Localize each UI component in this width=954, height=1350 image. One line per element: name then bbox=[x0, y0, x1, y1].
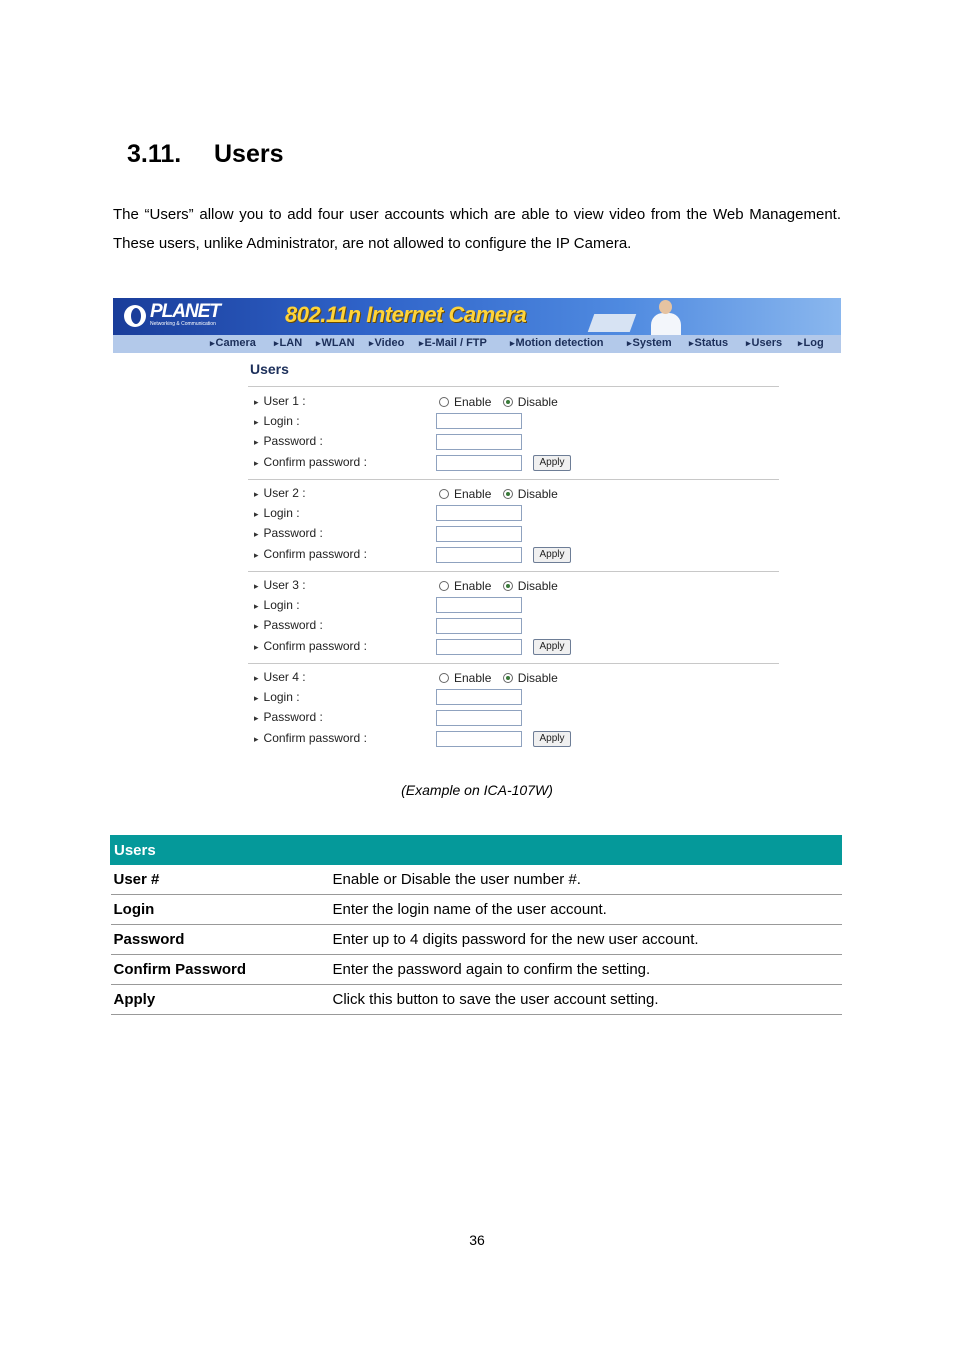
apply-button[interactable]: Apply bbox=[533, 731, 571, 747]
section-title: Users bbox=[214, 140, 284, 168]
confirm-password-label: ▸ Confirm password : bbox=[254, 455, 367, 469]
disable-option[interactable] bbox=[503, 395, 558, 409]
brand-subtitle: Networking & Communication bbox=[150, 321, 216, 327]
login-input[interactable] bbox=[436, 505, 522, 521]
table-term: Apply bbox=[111, 985, 330, 1015]
form-title: Users bbox=[250, 361, 289, 377]
radio-enable-icon[interactable] bbox=[439, 489, 449, 499]
table-term: User # bbox=[111, 865, 330, 895]
table-row bbox=[111, 895, 842, 925]
confirm-password-input[interactable] bbox=[436, 639, 522, 655]
enable-label: Enable bbox=[454, 579, 492, 593]
radio-enable-icon[interactable] bbox=[439, 673, 449, 683]
nav-camera[interactable]: ▸ Camera bbox=[210, 337, 256, 349]
disable-option[interactable] bbox=[503, 671, 558, 685]
user-enable-radio-group bbox=[439, 395, 566, 409]
password-label: ▸ Password : bbox=[254, 710, 323, 724]
login-input[interactable] bbox=[436, 597, 522, 613]
apply-button[interactable]: Apply bbox=[533, 547, 571, 563]
disable-label: Disable bbox=[517, 487, 558, 501]
table-row bbox=[111, 955, 842, 985]
table-row bbox=[111, 925, 842, 955]
table-description: Enter up to 4 digits password for the new user account. bbox=[330, 925, 842, 955]
divider bbox=[248, 571, 779, 572]
table-term: Login bbox=[111, 895, 330, 925]
password-label: ▸ Password : bbox=[254, 526, 323, 540]
divider bbox=[248, 663, 779, 664]
user-label: ▸ User 4 : bbox=[254, 670, 306, 684]
nav-status[interactable]: ▸ Status bbox=[689, 337, 728, 349]
nav-users[interactable]: ▸ Users bbox=[746, 337, 782, 349]
user-label: ▸ User 3 : bbox=[254, 578, 306, 592]
table-description: Click this button to save the user account setting. bbox=[330, 985, 842, 1015]
user-label: ▸ User 1 : bbox=[254, 394, 306, 408]
user-enable-radio-group bbox=[439, 579, 566, 593]
enable-option[interactable] bbox=[439, 579, 491, 593]
planet-logo-icon bbox=[124, 305, 146, 327]
login-input[interactable] bbox=[436, 689, 522, 705]
disable-option[interactable] bbox=[503, 487, 558, 501]
table-description: Enable or Disable the user number #. bbox=[330, 865, 842, 895]
disable-option[interactable] bbox=[503, 579, 558, 593]
radio-disable-icon[interactable] bbox=[503, 673, 513, 683]
password-input[interactable] bbox=[436, 434, 522, 450]
product-title: 802.11n Internet Camera bbox=[285, 302, 527, 327]
page-number: 36 bbox=[469, 1232, 485, 1248]
disable-label: Disable bbox=[517, 395, 558, 409]
brand-logo: PLANET bbox=[150, 301, 220, 322]
login-label: ▸ Login : bbox=[254, 506, 300, 520]
table-description: Enter the login name of the user account. bbox=[330, 895, 842, 925]
table-header: Users bbox=[111, 836, 842, 865]
nav-log[interactable]: ▸ Log bbox=[798, 337, 824, 349]
user-enable-radio-group bbox=[439, 487, 566, 501]
enable-option[interactable] bbox=[439, 671, 491, 685]
radio-disable-icon[interactable] bbox=[503, 397, 513, 407]
table-term: Password bbox=[111, 925, 330, 955]
nav-email-ftp[interactable]: ▸ E-Mail / FTP bbox=[419, 337, 487, 349]
password-label: ▸ Password : bbox=[254, 618, 323, 632]
radio-disable-icon[interactable] bbox=[503, 489, 513, 499]
password-input[interactable] bbox=[436, 710, 522, 726]
enable-label: Enable bbox=[454, 487, 492, 501]
nav-video[interactable]: ▸ Video bbox=[369, 337, 404, 349]
nav-lan[interactable]: ▸ LAN bbox=[274, 337, 302, 349]
divider bbox=[248, 386, 779, 387]
radio-enable-icon[interactable] bbox=[439, 581, 449, 591]
nav-motion-detection[interactable]: ▸ Motion detection bbox=[510, 337, 604, 349]
table-row bbox=[111, 865, 842, 895]
confirm-password-input[interactable] bbox=[436, 547, 522, 563]
disable-label: Disable bbox=[517, 579, 558, 593]
apply-button[interactable]: Apply bbox=[533, 639, 571, 655]
enable-label: Enable bbox=[454, 671, 492, 685]
user-label: ▸ User 2 : bbox=[254, 486, 306, 500]
login-label: ▸ Login : bbox=[254, 414, 300, 428]
section-number: 3.11. bbox=[127, 140, 182, 168]
table-term: Confirm Password bbox=[111, 955, 330, 985]
login-label: ▸ Login : bbox=[254, 598, 300, 612]
radio-enable-icon[interactable] bbox=[439, 397, 449, 407]
radio-disable-icon[interactable] bbox=[503, 581, 513, 591]
user-enable-radio-group bbox=[439, 671, 566, 685]
apply-button[interactable]: Apply bbox=[533, 455, 571, 471]
figure-caption: (Example on ICA-107W) bbox=[401, 782, 553, 798]
nav-system[interactable]: ▸ System bbox=[627, 337, 672, 349]
confirm-password-input[interactable] bbox=[436, 455, 522, 471]
confirm-password-label: ▸ Confirm password : bbox=[254, 639, 367, 653]
table-row bbox=[111, 985, 842, 1015]
divider bbox=[248, 479, 779, 480]
definition-table bbox=[110, 835, 842, 1015]
login-input[interactable] bbox=[436, 413, 522, 429]
confirm-password-label: ▸ Confirm password : bbox=[254, 731, 367, 745]
login-label: ▸ Login : bbox=[254, 690, 300, 704]
person-with-laptop-icon bbox=[643, 298, 691, 335]
camera-ui-screenshot bbox=[113, 298, 841, 758]
enable-label: Enable bbox=[454, 395, 492, 409]
section-heading bbox=[127, 140, 284, 169]
nav-wlan[interactable]: ▸ WLAN bbox=[316, 337, 355, 349]
password-input[interactable] bbox=[436, 526, 522, 542]
table-description: Enter the password again to confirm the setting. bbox=[330, 955, 842, 985]
password-input[interactable] bbox=[436, 618, 522, 634]
confirm-password-input[interactable] bbox=[436, 731, 522, 747]
main-nav bbox=[113, 335, 841, 353]
confirm-password-label: ▸ Confirm password : bbox=[254, 547, 367, 561]
enable-option[interactable] bbox=[439, 487, 491, 501]
enable-option[interactable] bbox=[439, 395, 491, 409]
password-label: ▸ Password : bbox=[254, 434, 323, 448]
disable-label: Disable bbox=[517, 671, 558, 685]
header-banner bbox=[113, 298, 841, 335]
intro-paragraph: The “Users” allow you to add four user accounts which are able to view video from the Web Management. These users, unlike Administrator, are not allowed to configure the IP Camera. bbox=[113, 206, 841, 252]
